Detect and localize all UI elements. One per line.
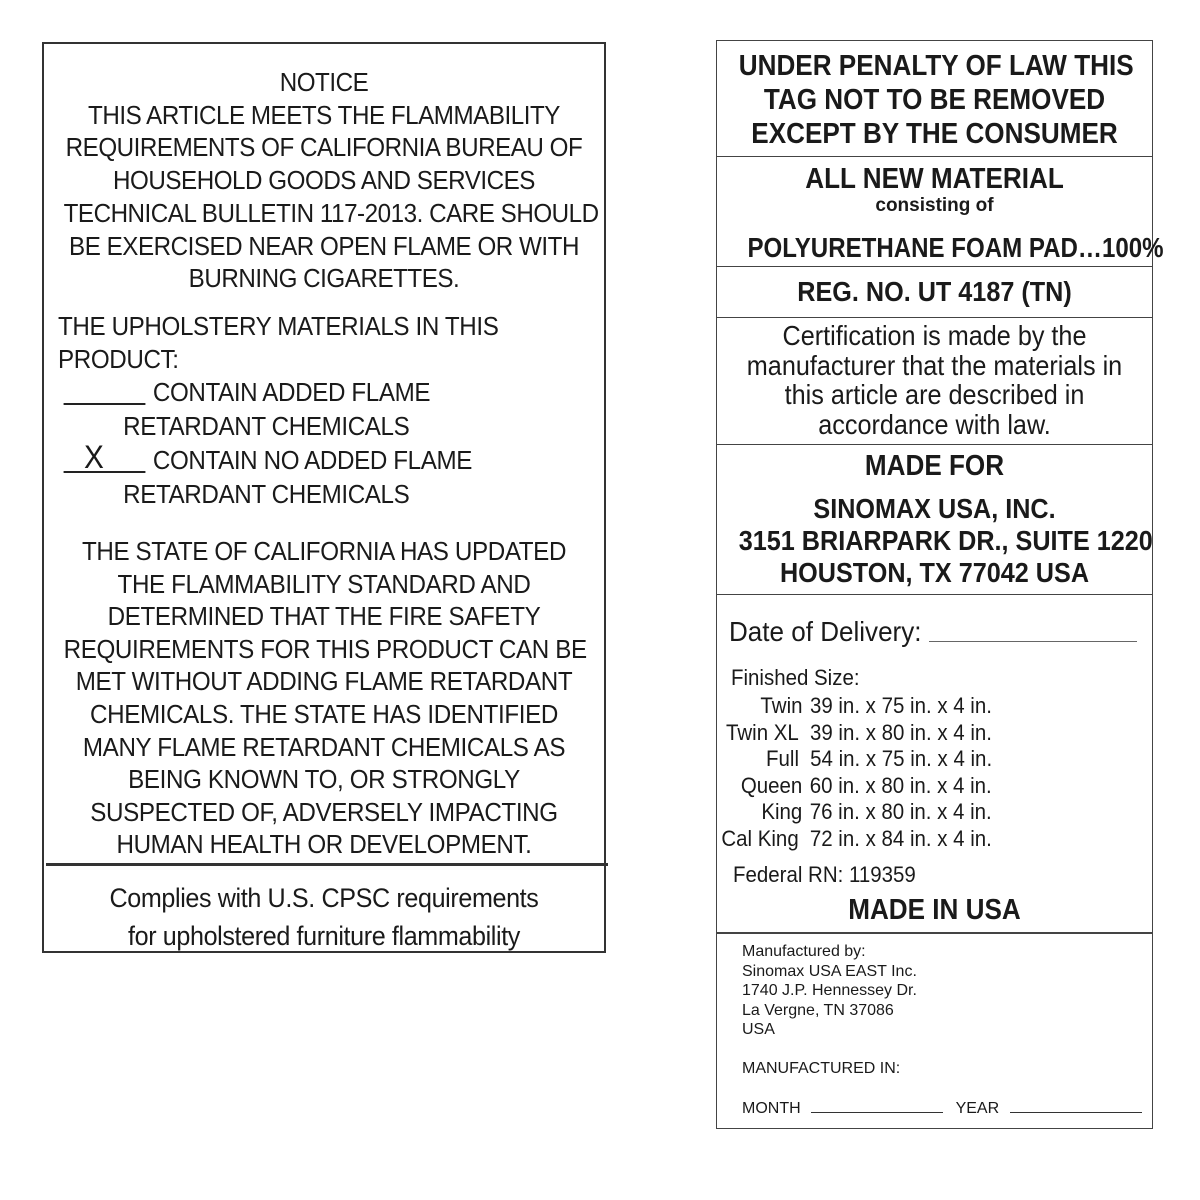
notice-line: THIS ARTICLE MEETS THE FLAMMABILITY (88, 99, 560, 130)
option-none-line2: RETARDANT CHEMICALS (123, 479, 410, 509)
federal-rn: Federal RN: 119359 (733, 862, 916, 887)
manufacturer-line: La Vergne, TN 37086 (742, 1001, 894, 1019)
state-line: HUMAN HEALTH OR DEVELOPMENT. (116, 829, 532, 860)
notice-line: TECHNICAL BULLETIN 117-2013. CARE SHOULD (63, 197, 599, 228)
made-for-text: MADE FOR (864, 450, 1005, 482)
penalty-line: TAG NOT TO BE REMOVED (763, 84, 1106, 116)
cert-line: accordance with law. (818, 408, 1051, 440)
section-divider (717, 444, 1152, 445)
size-dims: 72 in. x 84 in. x 4 in. (810, 825, 992, 851)
option-added-flame (58, 376, 498, 410)
size-dims: 76 in. x 80 in. x 4 in. (810, 799, 992, 824)
complies-line: for upholstered furniture flammability (128, 921, 520, 951)
upholstery-line: PRODUCT: (58, 344, 179, 374)
size-dims: 60 in. x 80 in. x 4 in. (810, 772, 992, 798)
notice-line: NOTICE (279, 67, 369, 97)
flammability-notice-tag (42, 42, 606, 953)
state-line: THE FLAMMABILITY STANDARD AND (117, 568, 531, 599)
manufacturer-line: USA (742, 1021, 775, 1038)
notice-line: BE EXERCISED NEAR OPEN FLAME OR WITH (69, 230, 579, 261)
month-label: MONTH (742, 1100, 801, 1117)
size-dims: 39 in. x 80 in. x 4 in. (810, 719, 992, 745)
penalty-line: UNDER PENALTY OF LAW THIS (738, 50, 1134, 82)
option-no-added-flame (58, 439, 498, 478)
option-none-line1: CONTAIN NO ADDED FLAME (152, 445, 473, 475)
company-line: 3151 BRIARPARK DR., SUITE 1220 (738, 525, 1153, 556)
size-row-full (766, 746, 992, 773)
notice-text (63, 66, 599, 295)
date-of-delivery-label: Date of Delivery: (729, 616, 922, 647)
size-row-twin-xl (726, 720, 992, 747)
notice-line: HOUSEHOLD GOODS AND SERVICES (113, 165, 535, 196)
notice-line: BURNING CIGARETTES. (188, 263, 460, 294)
made-in-usa (717, 893, 1152, 927)
reg-no-text: REG. NO. UT 4187 (TN) (797, 276, 1072, 307)
manufacturer-line: Sinomax USA EAST Inc. (742, 962, 917, 980)
size-name: King (761, 799, 803, 824)
option-added-line1: CONTAIN ADDED FLAME (152, 377, 431, 407)
company-line: HOUSTON, TX 77042 USA (779, 557, 1090, 588)
date-of-delivery-blank (929, 641, 1137, 642)
month-year-fields (742, 1098, 1142, 1118)
checkbox-line-none (64, 471, 146, 473)
cert-line: this article are described in (784, 379, 1085, 410)
option-added-continued (58, 410, 498, 444)
option-none-continued (58, 478, 498, 512)
state-line: SUSPECTED OF, ADVERSELY IMPACTING (90, 796, 558, 827)
section-divider (717, 266, 1152, 267)
state-line: CHEMICALS. THE STATE HAS IDENTIFIED (90, 698, 558, 729)
finished-size-label: Finished Size: (731, 665, 860, 690)
upholstery-statement (58, 310, 498, 512)
size-row-twin (761, 693, 992, 720)
manufactured-in-label: MANUFACTURED IN: (742, 1060, 901, 1077)
manufacturer-line: 1740 J.P. Hennessey Dr. (742, 982, 917, 999)
size-row-queen (741, 773, 992, 800)
penalty-warning (717, 49, 1152, 151)
section-divider (46, 863, 608, 866)
consisting-of (717, 195, 1152, 217)
certification-statement (717, 321, 1152, 439)
size-row-king (762, 799, 992, 826)
size-name: Queen (741, 772, 803, 798)
made-in-text: MADE IN USA (848, 894, 1021, 926)
complies-line: Complies with U.S. CPSC requirements (109, 883, 539, 913)
state-line: DETERMINED THAT THE FIRE SAFETY (107, 601, 541, 632)
size-name: Full (765, 746, 799, 771)
notice-line: REQUIREMENTS OF CALIFORNIA BUREAU OF (65, 132, 583, 163)
law-label-tag (716, 40, 1164, 1129)
section-divider (717, 594, 1152, 595)
option-added-line2: RETARDANT CHEMICALS (123, 411, 410, 441)
cert-line: manufacturer that the materials in (746, 349, 1123, 381)
size-name: Twin XL (726, 719, 799, 745)
size-name: Cal King (721, 825, 799, 851)
state-line: THE STATE OF CALIFORNIA HAS UPDATED (81, 536, 567, 566)
option-none-mark: X (84, 439, 104, 475)
section-divider (717, 932, 1152, 934)
cert-line: Certification is made by the (782, 320, 1087, 351)
company-address (717, 493, 1152, 589)
company-line: SINOMAX USA, INC. (813, 493, 1056, 524)
material-text: POLYURETHANE FOAM PAD…100% (747, 232, 1164, 263)
upholstery-line: THE UPHOLSTERY MATERIALS IN THIS (58, 311, 499, 341)
section-divider (717, 317, 1152, 318)
state-line: REQUIREMENTS FOR THIS PRODUCT CAN BE (63, 633, 587, 664)
made-for-heading (717, 449, 1152, 483)
year-blank (1010, 1098, 1142, 1113)
new-material-heading (717, 163, 1152, 195)
size-dims: 39 in. x 75 in. x 4 in. (810, 693, 992, 718)
state-statement (64, 535, 585, 861)
penalty-line: EXCEPT BY THE CONSUMER (751, 118, 1118, 150)
material-content (717, 231, 1164, 265)
cpsc-compliance (64, 879, 585, 955)
registration-number (717, 274, 1152, 310)
new-material-text: ALL NEW MATERIAL (805, 163, 1064, 195)
size-dims: 54 in. x 75 in. x 4 in. (810, 746, 992, 771)
manufacturer-info (742, 942, 917, 1040)
state-line: MET WITHOUT ADDING FLAME RETARDANT (75, 666, 573, 697)
year-label: YEAR (955, 1100, 1000, 1117)
section-divider (717, 156, 1152, 157)
consisting-of-text: consisting of (875, 195, 994, 216)
manufacturer-line: Manufactured by: (742, 943, 866, 960)
checkbox-line-added (64, 403, 146, 405)
month-blank (811, 1098, 943, 1113)
size-row-cal-king (722, 826, 992, 853)
size-name: Twin (760, 693, 803, 718)
state-line: MANY FLAME RETARDANT CHEMICALS AS (82, 731, 566, 762)
state-line: BEING KNOWN TO, OR STRONGLY (128, 764, 520, 795)
